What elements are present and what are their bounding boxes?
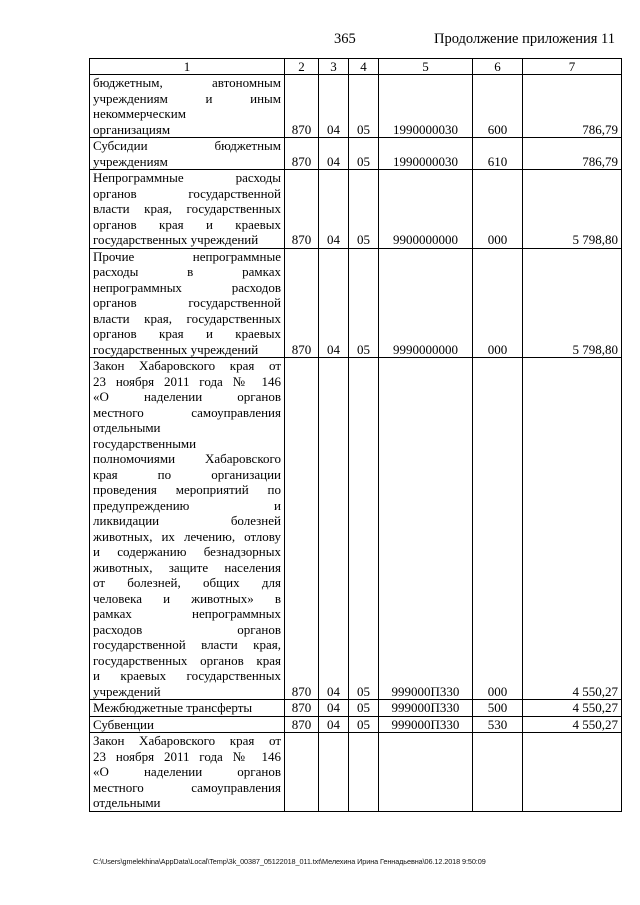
subsection-code: 05: [349, 248, 379, 358]
expense-name: [90, 358, 285, 700]
footer-file-path: C:\Users\gmelekhina\AppData\Local\Temp\3k_00387_05122018_011.txt\Мелехина Ирина Геннадьевна\06.12.2018 9:50:09: [93, 857, 486, 866]
expense-name-line: некоммерческим: [93, 106, 186, 121]
section-code: 04: [319, 716, 349, 733]
admin-code: 870: [285, 358, 319, 700]
column-header: 1: [90, 59, 285, 75]
target-code: 9990000000: [379, 248, 473, 358]
expense-name-line: власти края, государственных: [93, 310, 281, 326]
expense-type-code: 500: [473, 700, 523, 717]
expense-name: [90, 716, 285, 733]
target-code: [379, 733, 473, 812]
table-row: [90, 733, 622, 812]
expense-type-code: 600: [473, 75, 523, 138]
amount: [523, 733, 622, 812]
section-code: 04: [319, 700, 349, 717]
expense-name-line: государственных учреждений: [93, 341, 259, 357]
expense-name-line: организациям: [93, 121, 171, 137]
expense-type-code: 530: [473, 716, 523, 733]
expense-name-line: 23 ноября 2011 года № 146: [93, 373, 281, 389]
amount: 5 798,80: [523, 170, 622, 249]
expense-name-line: от болезней, общих для: [93, 575, 281, 590]
expense-name-line: Межбюджетные трансферты: [93, 700, 253, 715]
amount: 786,79: [523, 75, 622, 138]
expense-name-line: бюджетным, автономным: [93, 75, 281, 90]
expense-type-code: 610: [473, 138, 523, 170]
expense-name: [90, 138, 285, 170]
expense-name-line: отдельными: [93, 795, 161, 810]
admin-code: 870: [285, 716, 319, 733]
expense-type-code: 000: [473, 248, 523, 358]
expense-name-line: власти края, государственных: [93, 201, 281, 216]
expense-name-line: расходов органов: [93, 621, 281, 637]
admin-code: 870: [285, 248, 319, 358]
expense-name-line: Непрограммные расходы: [93, 170, 281, 185]
admin-code: [285, 733, 319, 812]
expense-name-line: Закон Хабаровского края от: [93, 733, 281, 748]
expense-name-line: рамках непрограммных: [93, 606, 281, 621]
column-header: 4: [349, 59, 379, 75]
table-row: [90, 170, 622, 249]
expense-name-line: местного самоуправления: [93, 779, 281, 795]
admin-code: 870: [285, 700, 319, 717]
expense-name-line: полномочиями Хабаровского: [93, 451, 281, 466]
expense-name-line: государственных учреждений: [93, 232, 259, 247]
amount: 4 550,27: [523, 716, 622, 733]
section-code: 04: [319, 248, 349, 358]
subsection-code: 05: [349, 358, 379, 700]
subsection-code: [349, 733, 379, 812]
column-header: 7: [523, 59, 622, 75]
column-header: 6: [473, 59, 523, 75]
amount: 5 798,80: [523, 248, 622, 358]
expense-name-line: учреждениям: [93, 153, 168, 169]
expense-name-line: органов государственной: [93, 185, 281, 201]
expense-name-line: проведения мероприятий по: [93, 482, 281, 497]
expense-name-line: государственными: [93, 435, 197, 451]
section-code: [319, 733, 349, 812]
table-row: [90, 138, 622, 170]
subsection-code: 05: [349, 75, 379, 138]
expense-name-line: расходы в рамках: [93, 264, 281, 279]
expense-name-line: человека и животных» в: [93, 590, 281, 606]
expense-name-line: учреждений: [93, 683, 161, 699]
expense-name: [90, 248, 285, 358]
admin-code: 870: [285, 170, 319, 249]
expense-name-line: органов края и краевых: [93, 326, 281, 341]
expense-name-line: предупреждению и: [93, 497, 281, 513]
expense-name-line: государственной власти края,: [93, 637, 281, 652]
subsection-code: 05: [349, 138, 379, 170]
admin-code: 870: [285, 75, 319, 138]
amount: 4 550,27: [523, 358, 622, 700]
expense-name-line: государственных органов края: [93, 652, 281, 668]
expense-name-line: и содержанию безнадзорных: [93, 544, 281, 559]
expense-name-line: и краевых государственных: [93, 668, 281, 683]
expense-name-line: «О наделении органов: [93, 764, 281, 779]
expense-name-line: учреждениям и иным: [93, 90, 281, 106]
expense-name-line: «О наделении органов: [93, 389, 281, 404]
target-code: 1990000030: [379, 138, 473, 170]
table-row: [90, 248, 622, 358]
expense-name-line: края по организации: [93, 466, 281, 482]
expense-name-line: Субвенции: [93, 716, 154, 732]
expense-name-line: отдельными: [93, 420, 161, 435]
expense-name-line: животных, их лечению, отлову: [93, 528, 281, 544]
expense-name: [90, 733, 285, 812]
expense-name-line: животных, защите населения: [93, 559, 281, 575]
expense-name: [90, 170, 285, 249]
page-number: 365: [334, 31, 356, 47]
appendix-label: Продолжение приложения 11: [434, 31, 616, 47]
expense-name: [90, 700, 285, 717]
subsection-code: 05: [349, 700, 379, 717]
budget-table: [89, 58, 622, 812]
target-code: 999000П330: [379, 700, 473, 717]
section-code: 04: [319, 75, 349, 138]
target-code: 999000П330: [379, 358, 473, 700]
column-header: 3: [319, 59, 349, 75]
expense-name-line: Прочие непрограммные: [93, 248, 281, 264]
subsection-code: 05: [349, 170, 379, 249]
section-code: 04: [319, 358, 349, 700]
section-code: 04: [319, 170, 349, 249]
expense-name-line: ликвидации болезней: [93, 513, 281, 528]
expense-name-line: органов края и краевых: [93, 216, 281, 232]
expense-type-code: 000: [473, 358, 523, 700]
subsection-code: 05: [349, 716, 379, 733]
column-header: 2: [285, 59, 319, 75]
expense-name-line: органов государственной: [93, 295, 281, 310]
target-code: 999000П330: [379, 716, 473, 733]
admin-code: 870: [285, 138, 319, 170]
table-row: [90, 358, 622, 700]
expense-name: [90, 75, 285, 138]
expense-type-code: [473, 733, 523, 812]
table-header-row: [90, 59, 622, 75]
target-code: 1990000030: [379, 75, 473, 138]
column-header: 5: [379, 59, 473, 75]
target-code: 9900000000: [379, 170, 473, 249]
amount: 786,79: [523, 138, 622, 170]
section-code: 04: [319, 138, 349, 170]
expense-name-line: непрограммных расходов: [93, 279, 281, 295]
table-row: [90, 75, 622, 138]
expense-type-code: 000: [473, 170, 523, 249]
expense-name-line: Субсидии бюджетным: [93, 138, 281, 153]
expense-name-line: местного самоуправления: [93, 404, 281, 420]
amount: 4 550,27: [523, 700, 622, 717]
table-row: [90, 700, 622, 717]
expense-name-line: Закон Хабаровского края от: [93, 358, 281, 373]
expense-name-line: 23 ноября 2011 года № 146: [93, 748, 281, 764]
table-row: [90, 716, 622, 733]
